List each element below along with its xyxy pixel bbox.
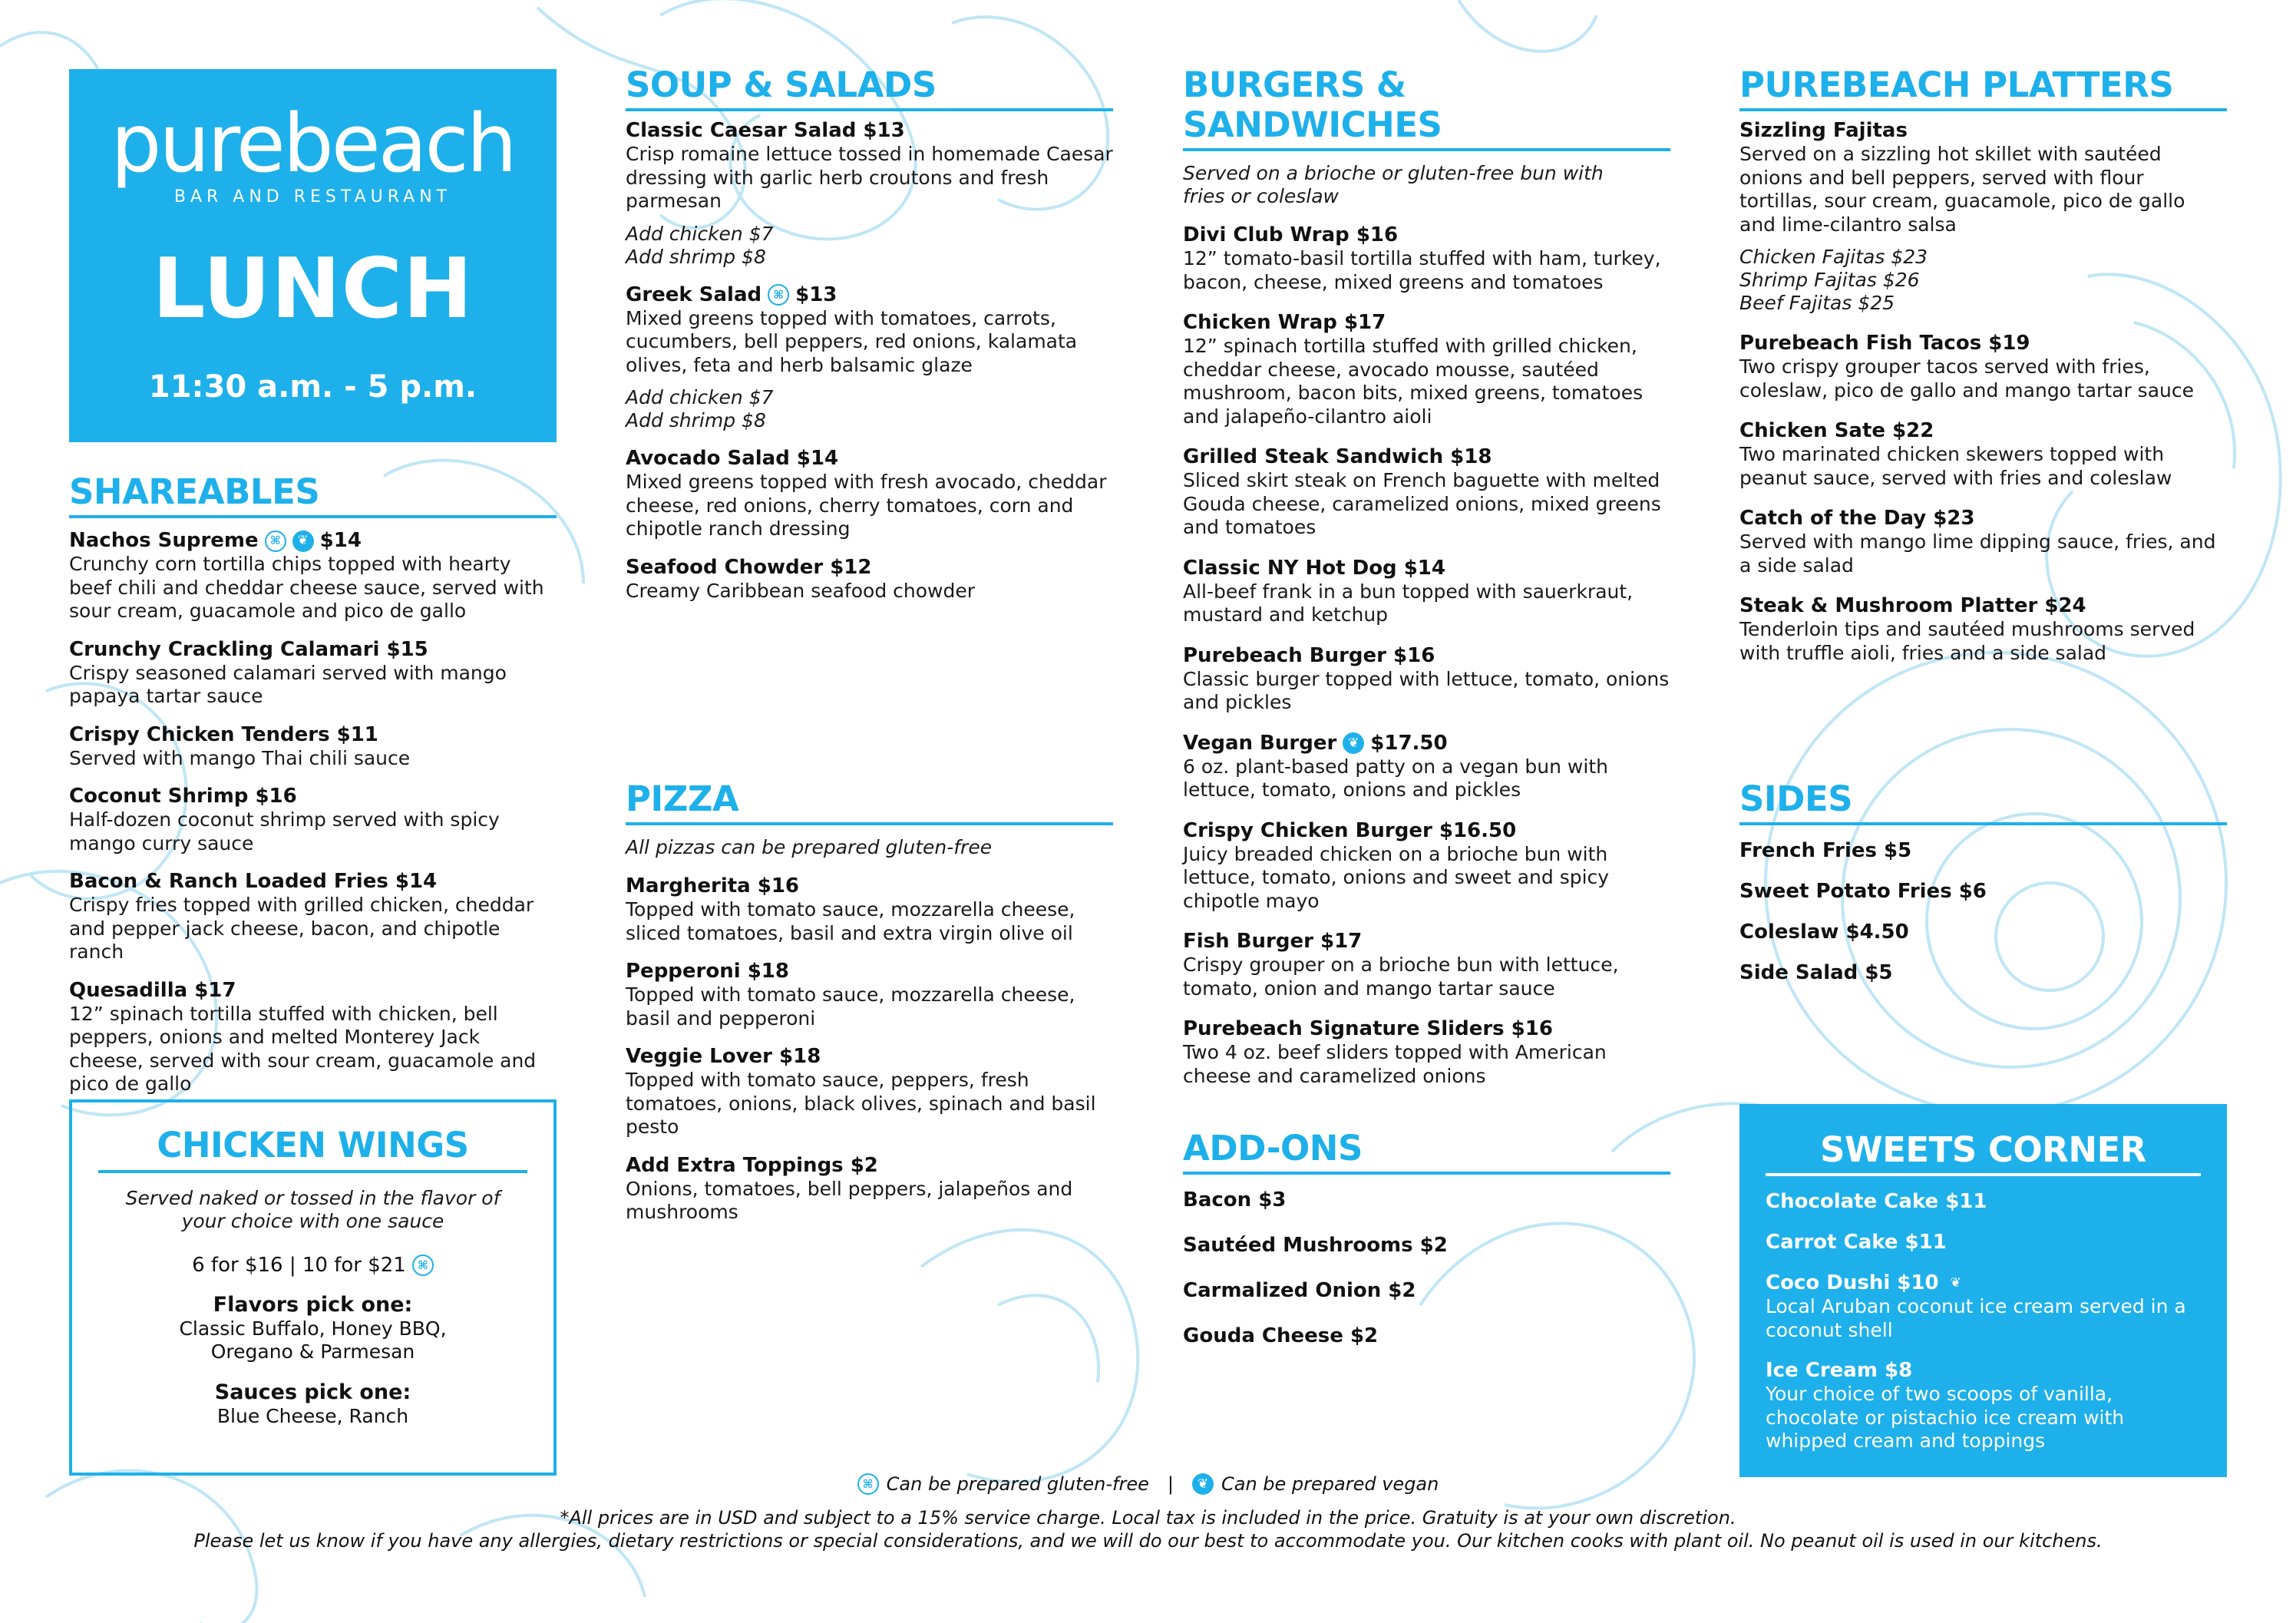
menu-item: Coleslaw $4.50 xyxy=(1739,921,1909,944)
menu-item-heading xyxy=(1183,732,1670,755)
menu-item-heading xyxy=(1766,1231,2201,1254)
menu-item-description: Juicy breaded chicken on a brioche bun with lettuce, tomato, onions and sweet and spicy chipotle mayo xyxy=(1183,842,1610,912)
menu-item: Sweet Potato Fries $6 xyxy=(1739,880,1987,903)
menu-item-heading xyxy=(1739,594,2227,618)
brand-panel xyxy=(69,69,557,442)
menu-item xyxy=(1183,732,1670,802)
menu-item-price: $17.50 xyxy=(1370,731,1448,755)
menu-item-name: Crunchy Crackling Calamari $15 xyxy=(69,637,428,661)
sauces-list: Blue Cheese, Ranch xyxy=(216,1405,409,1427)
menu-item-name: Purebeach Fish Tacos $19 xyxy=(1739,332,2030,355)
sweets-corner-box xyxy=(1739,1104,2227,1477)
menu-item xyxy=(1183,644,1670,715)
flavors-title: Flavors pick one: xyxy=(213,1293,413,1317)
menu-item-heading xyxy=(1766,1359,2201,1383)
menu-item-description: Crispy grouper on a brioche bun with lettuce, tomato, onion and mango tartar sauce xyxy=(1183,954,1619,1000)
menu-item-heading xyxy=(1739,119,2227,143)
menu-item-heading xyxy=(1739,332,2227,355)
menu-item-heading xyxy=(1183,644,1670,668)
menu-item-name: Greek Salad xyxy=(626,283,762,306)
menu-item-name: Margherita $16 xyxy=(626,874,800,897)
gluten-free-icon: ⌘ xyxy=(412,1254,434,1276)
flavors-list: Classic Buffalo, Honey BBQ, Oregano & Parmesan xyxy=(179,1317,447,1363)
menu-item-description: Crispy seasoned calamari served with mango papaya tartar sauce xyxy=(69,661,507,707)
menu-item-name: Add Extra Toppings $2 xyxy=(626,1153,878,1177)
menu-item xyxy=(1766,1190,2201,1214)
section-title: SOUP & SALADS xyxy=(626,65,1113,111)
menu-item xyxy=(69,638,557,709)
menu-item-heading xyxy=(1183,223,1670,247)
menu-item: Bacon $3 xyxy=(1183,1188,1287,1211)
menu-item xyxy=(1739,419,2227,490)
menu-item-addon: Beef Fajitas $25 xyxy=(1739,292,1895,314)
menu-item-description: Your choice of two scoops of vanilla, chocolate or pistachio ice cream with whipped cream and toppings xyxy=(1766,1383,2125,1452)
menu-item xyxy=(626,447,1113,541)
menu-item-name: Catch of the Day $23 xyxy=(1739,507,1975,530)
menu-item-addon: Add chicken $7 xyxy=(626,222,774,245)
section-title: CHICKEN WINGS xyxy=(98,1126,527,1173)
menu-item-heading xyxy=(1183,445,1670,469)
menu-item xyxy=(1739,119,2227,315)
menu-item-heading xyxy=(1183,930,1670,954)
section-title: PIZZA xyxy=(626,779,1113,825)
menu-item xyxy=(626,960,1113,1030)
menu-item-description: 12” spinach tortilla stuffed with chicken, bell peppers, onions and melted Monterey Jack cheese, served with sour cream, guacamole and pico de gallo xyxy=(69,1002,537,1095)
menu-item-name: Avocado Salad $14 xyxy=(626,447,839,470)
menu-item-heading xyxy=(626,960,1113,983)
menu-item xyxy=(69,979,557,1096)
menu-item-description: Two 4 oz. beef sliders topped with American cheese and caramelized onions xyxy=(1183,1041,1607,1087)
menu-item-name: Coco Dushi $10 xyxy=(1766,1271,1939,1294)
brand-subtitle: BAR AND RESTAURANT xyxy=(173,187,452,207)
menu-item-description: Mixed greens topped with tomatoes, carrots, cucumbers, bell peppers, red onions, kalamata olives, feta and herb balsamic glaze xyxy=(626,306,1078,376)
legend-vegan: Can be prepared vegan xyxy=(1221,1473,1439,1495)
gluten-free-icon: ⌘ xyxy=(768,284,789,306)
menu-item-description: 6 oz. plant-based patty on a vegan bun with lettuce, tomato, onions and pickles xyxy=(1183,755,1608,801)
menu-item-name: Steak & Mushroom Platter $24 xyxy=(1739,594,2086,617)
menu-item xyxy=(1739,594,2227,665)
shareables-list xyxy=(69,529,557,1096)
section-title: BURGERS & SANDWICHES xyxy=(1183,65,1670,151)
menu-item-name: Nachos Supreme xyxy=(69,529,259,552)
sauces-title: Sauces pick one: xyxy=(214,1380,411,1404)
menu-item-heading xyxy=(626,556,1113,580)
menu-item xyxy=(626,1045,1113,1139)
menu-item-name: Pepperoni $18 xyxy=(626,960,789,983)
section-title: SHAREABLES xyxy=(69,472,557,518)
menu-item-name: Ice Cream $8 xyxy=(1766,1359,1913,1382)
menu-item-heading xyxy=(69,785,557,808)
pizza-list xyxy=(626,874,1113,1225)
menu-item-addon: Add shrimp $8 xyxy=(626,245,766,268)
addons-list xyxy=(1183,1188,1670,1348)
vegan-icon: ❦ xyxy=(292,531,314,552)
soups-list xyxy=(626,119,1113,603)
menu-item: Side Salad $5 xyxy=(1739,961,1893,984)
menu-item-description: Crisp romaine lettuce tossed in homemade Caesar dressing with garlic herb croutons and fresh parmesan xyxy=(626,143,1113,212)
menu-item-name: Purebeach Signature Sliders $16 xyxy=(1183,1017,1553,1040)
menu-item xyxy=(626,283,1113,433)
burgers-note: Served on a brioche or gluten-free bun with fries or coleslaw xyxy=(1183,162,1604,207)
menu-item-heading xyxy=(1766,1271,2201,1295)
price-disclaimer: *All prices are in USD and subject to a 15% service charge. Local tax is included in the price. Gratuity is at your own discretion. xyxy=(560,1507,1736,1529)
menu-item-price: $13 xyxy=(795,283,837,306)
vegan-icon: ❦ xyxy=(1945,1273,1967,1294)
menu-hours: 11:30 a.m. - 5 p.m. xyxy=(148,369,477,405)
menu-item: Gouda Cheese $2 xyxy=(1183,1324,1379,1347)
menu-item-heading xyxy=(626,874,1113,898)
menu-item-heading xyxy=(1739,507,2227,531)
menu-item-description: Topped with tomato sauce, mozzarella cheese, basil and pepperoni xyxy=(626,983,1075,1030)
section-title: PUREBEACH PLATTERS xyxy=(1739,65,2227,111)
menu-item-description: Creamy Caribbean seafood chowder xyxy=(626,579,976,602)
menu-item-description: Crispy fries topped with grilled chicken, cheddar and pepper jack cheese, bacon, and chipotle ranch xyxy=(69,894,534,963)
menu-item-heading xyxy=(626,447,1113,471)
menu-item-heading xyxy=(626,1154,1113,1178)
menu-item-name: Carrot Cake $11 xyxy=(1766,1231,1947,1254)
menu-item xyxy=(69,723,557,771)
menu-item-heading xyxy=(1183,311,1670,335)
menu-item-description: Served with mango lime dipping sauce, fries, and a side salad xyxy=(1739,531,2216,577)
menu-item xyxy=(1766,1271,2201,1342)
menu-item-addon: Add shrimp $8 xyxy=(626,409,766,431)
menu-item-description: Mixed greens topped with fresh avocado, cheddar cheese, red onions, cherry tomatoes, corn and chipotle ranch dressing xyxy=(626,471,1107,540)
pizza-section xyxy=(626,779,1113,1239)
menu-item-name: Seafood Chowder $12 xyxy=(626,555,872,579)
sweets-list xyxy=(1766,1190,2201,1453)
menu-item-addons xyxy=(626,223,1113,269)
menu-item xyxy=(626,874,1113,945)
menu-item xyxy=(626,556,1113,603)
menu-item-heading xyxy=(1183,1017,1670,1041)
platters-list xyxy=(1739,119,2227,665)
menu-item-name: Coconut Shrimp $16 xyxy=(69,785,297,808)
menu-item-name: Vegan Burger xyxy=(1183,731,1337,755)
menu-item-description: Local Aruban coconut ice cream served in a coconut shell xyxy=(1766,1295,2186,1341)
menu-item-addon: Shrimp Fajitas $26 xyxy=(1739,269,1920,291)
menu-item-heading xyxy=(626,1045,1113,1069)
legend-gluten-free: Can be prepared gluten-free xyxy=(886,1473,1149,1495)
menu-item-name: Crispy Chicken Burger $16.50 xyxy=(1183,818,1517,842)
menu-title: LUNCH xyxy=(152,241,474,337)
menu-item xyxy=(1183,445,1670,540)
menu-item-description: 12” spinach tortilla stuffed with grilled chicken, cheddar cheese, avocado mousse, sautéed mushroom, bacon bits, mixed greens, tomatoes and jalapeño-cilantro aioli xyxy=(1183,335,1644,428)
menu-item xyxy=(69,785,557,855)
wings-pricing: 6 for $16 | 10 for $21 xyxy=(192,1254,406,1277)
menu-item-name: Chicken Wrap $17 xyxy=(1183,311,1386,334)
menu-item-heading xyxy=(1766,1190,2201,1214)
menu-item-name: Divi Club Wrap $16 xyxy=(1183,223,1399,246)
menu-item-description: Two crispy grouper tacos served with fries, coleslaw, pico de gallo and mango tartar sauce xyxy=(1739,355,2194,402)
menu-item xyxy=(1739,507,2227,577)
vegan-icon: ❦ xyxy=(1343,732,1364,754)
menu-item-addons xyxy=(1739,246,2227,315)
menu-item-description: Sliced skirt steak on French baguette with melted Gouda cheese, caramelized onions, mixed greens and tomatoes xyxy=(1183,469,1661,538)
shareables-section xyxy=(69,472,557,1111)
menu-item-heading xyxy=(69,529,557,553)
menu-item xyxy=(1183,557,1670,627)
menu-item-name: Quesadilla $17 xyxy=(69,978,236,1002)
menu-item-addon: Add chicken $7 xyxy=(626,386,774,408)
menu-item-description: Two marinated chicken skewers topped with peanut sauce, served with fries and coleslaw xyxy=(1739,443,2172,489)
menu-item xyxy=(626,119,1113,269)
wings-note: Served naked or tossed in the flavor of your choice with one sauce xyxy=(125,1187,500,1232)
menu-item: Carmalized Onion $2 xyxy=(1183,1279,1416,1302)
menu-item-description: Onions, tomatoes, bell peppers, jalapeños and mushrooms xyxy=(626,1177,1073,1223)
menu-item-name: Fish Burger $17 xyxy=(1183,930,1363,953)
menu-item-name: Crispy Chicken Tenders $11 xyxy=(69,722,378,746)
sides-section xyxy=(1739,779,2227,1002)
menu-item xyxy=(1183,930,1670,1000)
allergy-disclaimer: Please let us know if you have any allergies, dietary restrictions or special considerations, and we will do our best to accommodate you. Our kitchen cooks with plant oil. No peanut oil is used in our kitchens. xyxy=(193,1530,2103,1552)
menu-item xyxy=(1766,1231,2201,1254)
menu-item xyxy=(626,1154,1113,1225)
menu-item-heading xyxy=(626,283,1113,307)
pizza-note: All pizzas can be prepared gluten-free xyxy=(626,836,993,858)
legend-separator: | xyxy=(1167,1473,1174,1495)
vegan-icon: ❦ xyxy=(1192,1473,1214,1495)
menu-item-description: Half-dozen coconut shrimp served with spicy mango curry sauce xyxy=(69,808,500,854)
dietary-legend xyxy=(0,1473,2296,1496)
menu-item xyxy=(1766,1359,2201,1453)
wings-pricing-row xyxy=(98,1253,527,1278)
menu-item xyxy=(69,870,557,964)
soup-salads-section xyxy=(626,65,1113,617)
section-title: SIDES xyxy=(1739,779,2227,825)
sides-list xyxy=(1739,839,2227,985)
menu-item xyxy=(1183,311,1670,428)
menu-item-name: Classic Caesar Salad $13 xyxy=(626,119,905,142)
menu-item xyxy=(1183,819,1670,914)
menu-item-description: All-beef frank in a bun topped with sauerkraut, mustard and ketchup xyxy=(1183,580,1634,626)
chicken-wings-box xyxy=(69,1099,557,1476)
menu-item-name: Sizzling Fajitas xyxy=(1739,119,1908,142)
menu-item-name: Purebeach Burger $16 xyxy=(1183,643,1435,667)
menu-item: French Fries $5 xyxy=(1739,839,1912,862)
menu-item-description: Topped with tomato sauce, peppers, fresh tomatoes, onions, black olives, spinach and basil pesto xyxy=(626,1069,1096,1138)
menu-item-description: Served with mango Thai chili sauce xyxy=(69,746,411,769)
menu-item-description: Served on a sizzling hot skillet with sautéed onions and bell peppers, served with flour tortillas, sour cream, guacamole, pico de gallo and lime-cilantro salsa xyxy=(1739,143,2185,236)
menu-item-price: $14 xyxy=(319,529,362,552)
gluten-free-icon: ⌘ xyxy=(857,1473,879,1495)
menu-item-description: Classic burger topped with lettuce, tomato, onions and pickles xyxy=(1183,667,1670,713)
section-title: SWEETS CORNER xyxy=(1766,1130,2201,1176)
menu-item-description: Crunchy corn tortilla chips topped with hearty beef chili and cheddar cheese sauce, served with sour cream, guacamole and pico de gallo xyxy=(69,553,544,622)
menu-item-name: Chicken Sate $22 xyxy=(1739,419,1934,442)
menu-item-heading xyxy=(626,119,1113,143)
menu-item-description: Tenderloin tips and sautéed mushrooms served with truffle aioli, fries and a side salad xyxy=(1739,618,2195,664)
menu-item-heading xyxy=(1183,819,1670,843)
menu-item-description: 12” tomato-basil tortilla stuffed with ham, turkey, bacon, cheese, mixed greens and tomatoes xyxy=(1183,247,1661,293)
menu-item xyxy=(1739,332,2227,402)
menu-item-heading xyxy=(69,638,557,662)
gluten-free-icon: ⌘ xyxy=(265,531,286,552)
platters-section xyxy=(1739,65,2227,682)
add-ons-section xyxy=(1183,1129,1670,1370)
menu-item xyxy=(1183,223,1670,294)
menu-item xyxy=(69,529,557,623)
menu-item-addons xyxy=(626,386,1113,432)
section-title: ADD-ONS xyxy=(1183,1129,1670,1175)
menu-item-name: Bacon & Ranch Loaded Fries $14 xyxy=(69,870,438,893)
brand-logo: purebeach xyxy=(111,97,515,190)
menu-item-heading xyxy=(69,979,557,1003)
menu-item-heading xyxy=(69,870,557,894)
burgers-section xyxy=(1183,65,1670,1105)
burgers-list xyxy=(1183,223,1670,1088)
menu-item xyxy=(1183,1017,1670,1088)
menu-item-addon: Chicken Fajitas $23 xyxy=(1739,246,1928,268)
menu-item-name: Chocolate Cake $11 xyxy=(1766,1190,1987,1213)
menu-item-heading xyxy=(69,723,557,747)
menu-item: Sautéed Mushrooms $2 xyxy=(1183,1234,1448,1257)
menu-item-name: Classic NY Hot Dog $14 xyxy=(1183,556,1445,580)
menu-item-name: Grilled Steak Sandwich $18 xyxy=(1183,445,1492,468)
menu-item-description: Topped with tomato sauce, mozzarella cheese, sliced tomatoes, basil and extra virgin olive oil xyxy=(626,898,1075,944)
menu-item-name: Veggie Lover $18 xyxy=(626,1045,821,1068)
menu-item-heading xyxy=(1183,557,1670,580)
menu-item-heading xyxy=(1739,419,2227,443)
